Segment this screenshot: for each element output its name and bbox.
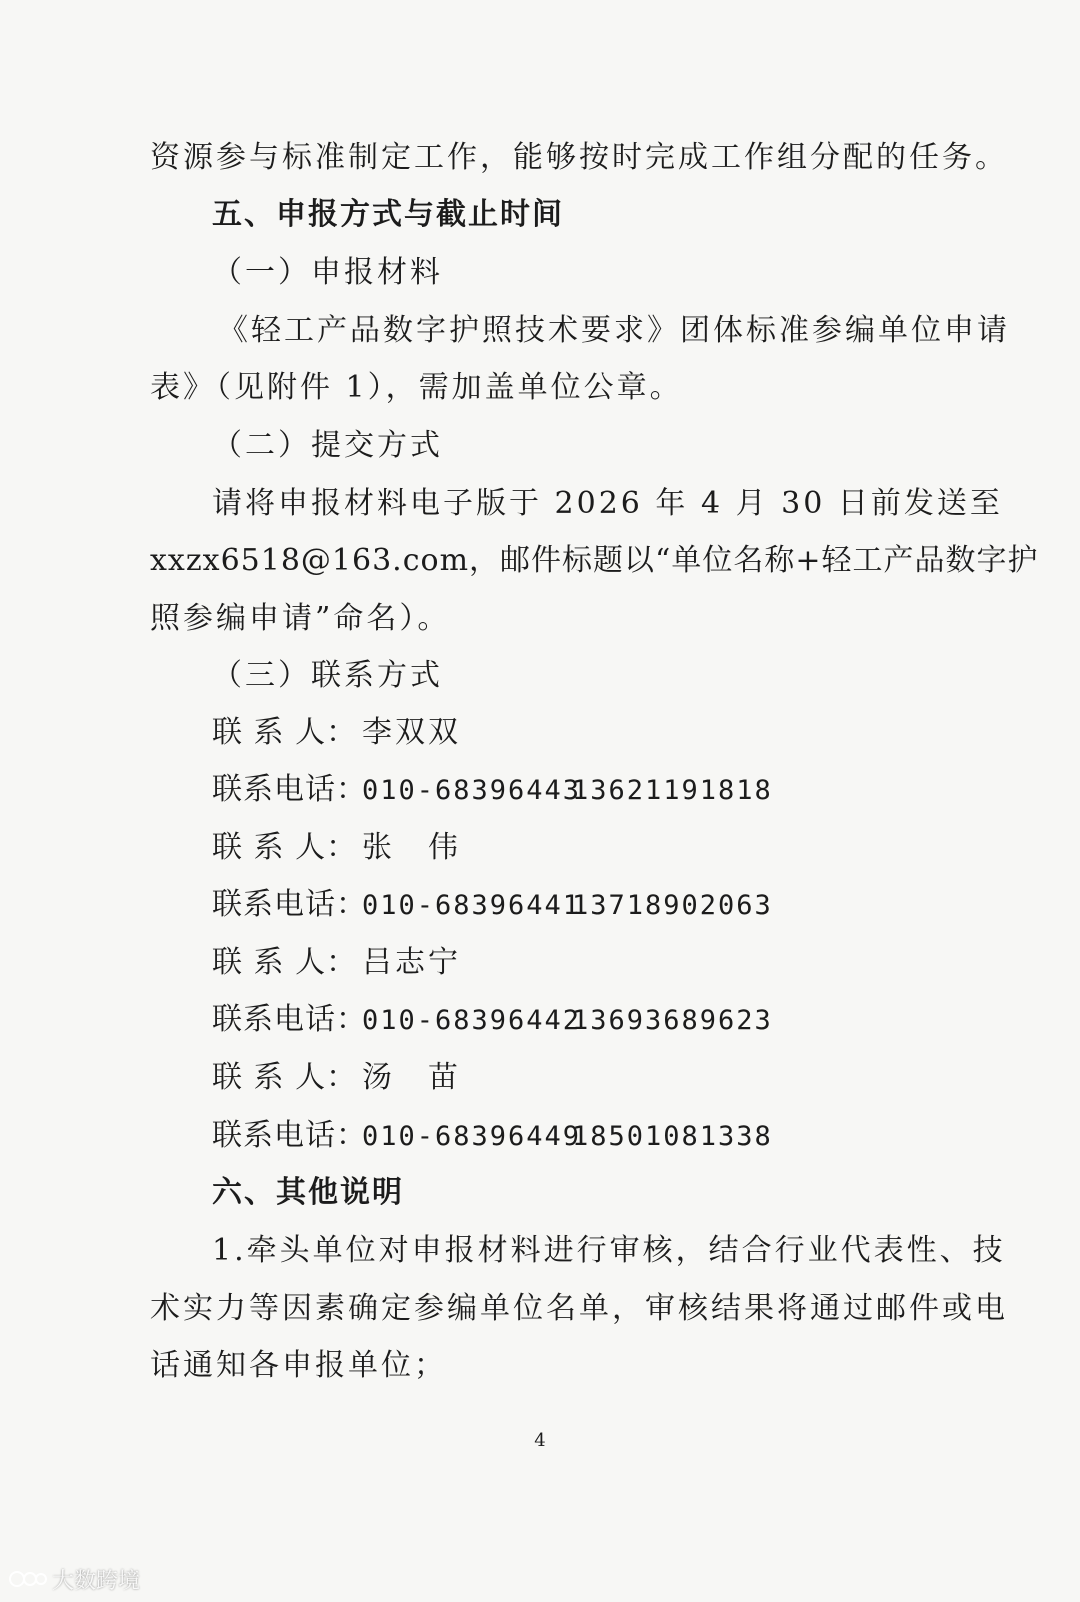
watermark-logo-icon — [8, 1566, 48, 1592]
contact-name: 吕志宁 — [362, 945, 461, 980]
contact-phone-row — [212, 770, 812, 810]
watermark-text: 大数跨境 — [52, 1568, 141, 1594]
section-heading-5: 五、申报方式与截止时间 — [212, 197, 564, 232]
subsection-heading-2: （二）提交方式 — [212, 428, 443, 463]
paragraph-line: 术实力等因素确定参编单位名单，审核结果将通过邮件或电 — [150, 1291, 1008, 1326]
contact-phone-row — [212, 1116, 812, 1156]
paragraph-line: 资源参与标准制定工作，能够按时完成工作组分配的任务。 — [150, 140, 1008, 175]
mobile-phone: 13621191818 — [572, 775, 773, 806]
paragraph-line: xxzx6518@163.com，邮件标题以“单位名称+轻工产品数字护 — [150, 543, 1039, 578]
contact-person-row — [212, 943, 812, 983]
contact-person-row — [212, 713, 812, 753]
contact-phone-label: 联系电话： — [212, 887, 367, 922]
contact-person-label: 联 系 人： — [212, 715, 358, 750]
mobile-phone: 13718902063 — [572, 890, 773, 921]
contact-phone-label: 联系电话： — [212, 772, 367, 807]
contact-phone-label: 联系电话： — [212, 1002, 367, 1037]
office-phone: 010-68396442 — [362, 1005, 582, 1036]
contact-person-row — [212, 828, 812, 868]
contact-person-label: 联 系 人： — [212, 1060, 358, 1095]
contact-name: 汤 苗 — [362, 1060, 461, 1095]
contact-phone-row — [212, 1000, 812, 1040]
paragraph-line: 请将申报材料电子版于 2026 年 4 月 30 日前发送至 — [212, 486, 1003, 521]
paragraph-line: 话通知各申报单位； — [150, 1348, 447, 1383]
section-heading-6: 六、其他说明 — [212, 1175, 404, 1210]
office-phone: 010-68396443 — [362, 775, 582, 806]
contact-person-row — [212, 1058, 812, 1098]
mobile-phone: 18501081338 — [572, 1121, 773, 1152]
subsection-heading-1: （一）申报材料 — [212, 255, 443, 290]
paragraph-line: 1.牵头单位对申报材料进行审核，结合行业代表性、技 — [212, 1233, 1006, 1268]
contact-name: 张 伟 — [362, 830, 461, 865]
contact-name: 李双双 — [362, 715, 461, 750]
watermark — [8, 1562, 140, 1596]
subsection-heading-3: （三）联系方式 — [212, 658, 443, 693]
contact-phone-label: 联系电话： — [212, 1118, 367, 1153]
contact-person-label: 联 系 人： — [212, 830, 358, 865]
contact-phone-row — [212, 885, 812, 925]
page-number: 4 — [534, 1430, 546, 1451]
paragraph-line: 《轻工产品数字护照技术要求》团体标准参编单位申请 — [218, 313, 1010, 348]
mobile-phone: 13693689623 — [572, 1005, 773, 1036]
office-phone: 010-68396449 — [362, 1121, 582, 1152]
contact-person-label: 联 系 人： — [212, 945, 358, 980]
paragraph-line: 表》（见附件 1），需加盖单位公章。 — [150, 370, 683, 405]
office-phone: 010-68396441 — [362, 890, 582, 921]
paragraph-line: 照参编申请”命名）。 — [150, 601, 451, 636]
